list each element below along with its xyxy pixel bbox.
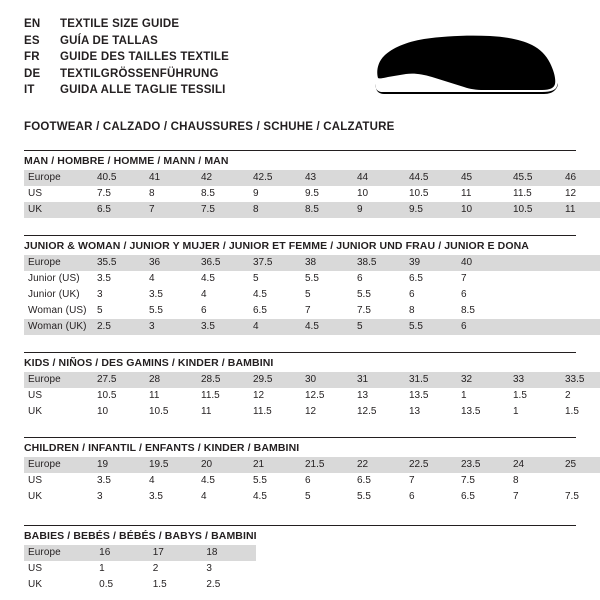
size-cell: 1.5: [561, 404, 600, 420]
size-cell: 8: [405, 303, 457, 319]
row-label: Woman (UK): [24, 319, 93, 335]
table-row: [24, 287, 600, 303]
size-cell: 11.5: [509, 186, 561, 202]
size-cell: 4.5: [249, 489, 301, 505]
size-cell: 40.5: [93, 170, 145, 186]
size-cell: 2: [149, 561, 203, 577]
size-cell: 2: [561, 388, 600, 404]
table-row: [24, 271, 600, 287]
size-cell: 27.5: [93, 372, 145, 388]
size-cell: 16: [95, 545, 149, 561]
row-label: Europe: [24, 170, 93, 186]
size-cell: 37.5: [249, 255, 301, 271]
size-cell: 28: [145, 372, 197, 388]
row-label: Junior (UK): [24, 287, 93, 303]
size-cell: 7: [509, 489, 561, 505]
size-cell: 3.5: [93, 271, 145, 287]
block-title: CHILDREN / INFANTIL / ENFANTS / KINDER / BAMBINI: [24, 437, 576, 457]
row-label: US: [24, 561, 95, 577]
language-title: GUIDE DES TAILLES TEXTILE: [60, 51, 229, 63]
block-title: MAN / HOMBRE / HOMME / MANN / MAN: [24, 150, 576, 170]
language-code: DE: [24, 67, 41, 80]
language-row: [24, 18, 229, 35]
size-block-man: [24, 150, 576, 218]
row-label: UK: [24, 404, 93, 420]
dress-shoe-icon: [372, 32, 562, 107]
row-label: Europe: [24, 372, 93, 388]
size-cell: 5.5: [353, 489, 405, 505]
size-cell: 12: [301, 404, 353, 420]
size-cell: 30: [301, 372, 353, 388]
size-cell: 5: [249, 271, 301, 287]
size-cell: 42.5: [249, 170, 301, 186]
size-cell: 22: [353, 457, 405, 473]
size-cell: 6: [353, 271, 405, 287]
size-cell: 3.5: [93, 473, 145, 489]
size-cell: 4: [197, 489, 249, 505]
size-cell: 23.5: [457, 457, 509, 473]
size-cell: 4.5: [301, 319, 353, 335]
size-cell: 4: [197, 287, 249, 303]
row-label: Junior (US): [24, 271, 93, 287]
size-cell: 3.5: [145, 287, 197, 303]
language-title: TEXTILGRÖSSENFÜHRUNG: [60, 67, 219, 80]
size-block-kids: [24, 352, 585, 420]
table-row: [24, 577, 256, 593]
size-cell: 11.5: [197, 388, 249, 404]
size-table-babies: [24, 545, 256, 593]
size-cell: 35.5: [93, 255, 145, 271]
size-cell: 3: [93, 287, 145, 303]
block-title: BABIES / BEBÉS / BÉBÉS / BABYS / BAMBINI: [24, 525, 576, 545]
size-cell: 44.5: [405, 170, 457, 186]
size-block-junior-woman: [24, 235, 576, 335]
size-cell: 4: [145, 271, 197, 287]
table-row: [24, 388, 600, 404]
size-cell: 7.5: [353, 303, 405, 319]
size-cell: 3: [93, 489, 145, 505]
size-cell: 5.5: [405, 319, 457, 335]
size-cell: 3.5: [197, 319, 249, 335]
size-cell: 10.5: [509, 202, 561, 218]
size-cell: 17: [149, 545, 203, 561]
size-cell: 6.5: [249, 303, 301, 319]
size-cell: 7: [301, 303, 353, 319]
size-block-children: [24, 437, 579, 505]
size-cell: 9.5: [405, 202, 457, 218]
size-table-children: [24, 457, 600, 505]
size-table-man: [24, 170, 600, 218]
size-cell: 8: [509, 473, 561, 489]
size-cell: 36.5: [197, 255, 249, 271]
size-cell: 44: [353, 170, 405, 186]
block-title: JUNIOR & WOMAN / JUNIOR Y MUJER / JUNIOR ET FEMME / JUNIOR UND FRAU / JUNIOR E DONA: [24, 235, 576, 255]
row-label: UK: [24, 202, 93, 218]
size-cell: 12: [561, 186, 600, 202]
size-cell: 39: [405, 255, 457, 271]
size-cell: 25: [561, 457, 600, 473]
size-cell: 12.5: [353, 404, 405, 420]
size-cell: 0.5: [95, 577, 149, 593]
size-cell: 32: [457, 372, 509, 388]
size-cell: 4: [249, 319, 301, 335]
size-cell: 1: [509, 404, 561, 420]
size-cell: 11.5: [249, 404, 301, 420]
size-cell: 36: [145, 255, 197, 271]
size-cell: 13: [405, 404, 457, 420]
language-row: [24, 35, 229, 52]
size-cell: 6: [457, 287, 509, 303]
size-cell: 22.5: [405, 457, 457, 473]
table-row: [24, 561, 256, 577]
size-cell: 40: [457, 255, 509, 271]
size-cell: 10: [457, 202, 509, 218]
table-row: [24, 404, 600, 420]
page-header: [24, 18, 576, 107]
size-cell: 5: [93, 303, 145, 319]
size-cell: 12: [249, 388, 301, 404]
row-label: Woman (US): [24, 303, 93, 319]
size-cell: 7.5: [457, 473, 509, 489]
row-label: Europe: [24, 545, 95, 561]
size-cell: 12.5: [301, 388, 353, 404]
size-cell: 8.5: [457, 303, 509, 319]
size-cell: 46: [561, 170, 600, 186]
size-cell: 9.5: [301, 186, 353, 202]
row-label: Europe: [24, 255, 93, 271]
size-cell: [561, 473, 600, 489]
size-cell: 6: [405, 287, 457, 303]
size-cell: 6: [405, 489, 457, 505]
language-code: FR: [24, 51, 40, 63]
size-cell: 31.5: [405, 372, 457, 388]
size-cell: 3: [145, 319, 197, 335]
size-cell: 6: [457, 319, 509, 335]
size-cell: 1.5: [509, 388, 561, 404]
size-cell: 31: [353, 372, 405, 388]
size-cell: 9: [249, 186, 301, 202]
block-title: KIDS / NIÑOS / DES GAMINS / KINDER / BAMBINI: [24, 352, 576, 372]
size-cell: 8.5: [197, 186, 249, 202]
table-row: [24, 545, 256, 561]
language-row: [24, 51, 229, 68]
size-cell: 5.5: [249, 473, 301, 489]
size-cell: 7.5: [197, 202, 249, 218]
size-cell: 33: [509, 372, 561, 388]
row-label: UK: [24, 489, 93, 505]
row-label: US: [24, 388, 93, 404]
table-row: [24, 489, 600, 505]
size-cell: 1: [95, 561, 149, 577]
row-label: US: [24, 473, 93, 489]
size-cell: 4.5: [197, 271, 249, 287]
size-cell: 1.5: [149, 577, 203, 593]
table-row: [24, 186, 600, 202]
size-cell: 7.5: [93, 186, 145, 202]
size-cell: 7.5: [561, 489, 600, 505]
language-code: ES: [24, 34, 40, 47]
size-cell: 5: [353, 319, 405, 335]
size-cell: 6.5: [457, 489, 509, 505]
size-cell: 6.5: [405, 271, 457, 287]
size-cell: 6: [301, 473, 353, 489]
size-cell: 7: [145, 202, 197, 218]
row-label: US: [24, 186, 93, 202]
size-cell: 2.5: [93, 319, 145, 335]
size-cell: 28.5: [197, 372, 249, 388]
table-row: [24, 303, 600, 319]
size-cell: 41: [145, 170, 197, 186]
size-cell: 8.5: [301, 202, 353, 218]
size-cell: 11: [561, 202, 600, 218]
size-cell: 10.5: [145, 404, 197, 420]
size-cell: 4.5: [249, 287, 301, 303]
size-table-junior-woman: [24, 255, 600, 335]
table-row: [24, 473, 600, 489]
size-cell: 42: [197, 170, 249, 186]
size-cell: 10: [353, 186, 405, 202]
size-cell: 11: [457, 186, 509, 202]
table-row: [24, 372, 600, 388]
size-cell: 38.5: [353, 255, 405, 271]
size-cell: 19: [93, 457, 145, 473]
size-cell: 6: [197, 303, 249, 319]
size-cell: 13: [353, 388, 405, 404]
table-row: [24, 202, 600, 218]
size-cell: 7: [457, 271, 509, 287]
size-cell: 24: [509, 457, 561, 473]
size-cell: 8: [145, 186, 197, 202]
size-cell: 5.5: [145, 303, 197, 319]
size-cell: 20: [197, 457, 249, 473]
size-cell: 45.5: [509, 170, 561, 186]
language-title: GUIDA ALLE TAGLIE TESSILI: [60, 84, 226, 96]
size-cell: 4: [145, 473, 197, 489]
size-cell: 3: [202, 561, 256, 577]
language-code: IT: [24, 84, 35, 96]
row-label: Europe: [24, 457, 93, 473]
language-title-table: [24, 18, 229, 101]
footwear-category-title: FOOTWEAR / CALZADO / CHAUSSURES / SCHUHE / CALZATURE: [24, 121, 395, 133]
size-cell: 29.5: [249, 372, 301, 388]
size-cell: 10.5: [405, 186, 457, 202]
language-row: [24, 84, 229, 101]
size-cell: 10.5: [93, 388, 145, 404]
size-table-kids: [24, 372, 600, 420]
size-cell: 11: [197, 404, 249, 420]
size-cell: 38: [301, 255, 353, 271]
table-row: [24, 457, 600, 473]
size-block-babies: [24, 525, 576, 593]
size-cell: 13.5: [457, 404, 509, 420]
table-row: [24, 255, 600, 271]
size-cell: 45: [457, 170, 509, 186]
size-cell: 18: [202, 545, 256, 561]
size-cell: 1: [457, 388, 509, 404]
size-cell: 6.5: [93, 202, 145, 218]
size-cell: 8: [249, 202, 301, 218]
size-cell: 4.5: [197, 473, 249, 489]
size-cell: 7: [405, 473, 457, 489]
size-cell: 5.5: [301, 271, 353, 287]
language-row: [24, 68, 229, 85]
size-cell: 13.5: [405, 388, 457, 404]
language-title: GUÍA DE TALLAS: [60, 34, 158, 47]
language-code: EN: [24, 18, 41, 30]
size-cell: 3.5: [145, 489, 197, 505]
size-cell: 43: [301, 170, 353, 186]
size-cell: 6.5: [353, 473, 405, 489]
size-cell: 5.5: [353, 287, 405, 303]
size-cell: 11: [145, 388, 197, 404]
size-cell: 9: [353, 202, 405, 218]
language-title: TEXTILE SIZE GUIDE: [60, 18, 180, 30]
size-cell: 19.5: [145, 457, 197, 473]
size-cell: 10: [93, 404, 145, 420]
size-cell: 21.5: [301, 457, 353, 473]
size-cell: 5: [301, 489, 353, 505]
size-cell: 21: [249, 457, 301, 473]
row-label: UK: [24, 577, 95, 593]
table-row: [24, 319, 600, 335]
size-cell: 5: [301, 287, 353, 303]
size-cell: 33.5: [561, 372, 600, 388]
table-row: [24, 170, 600, 186]
size-cell: 2.5: [202, 577, 256, 593]
